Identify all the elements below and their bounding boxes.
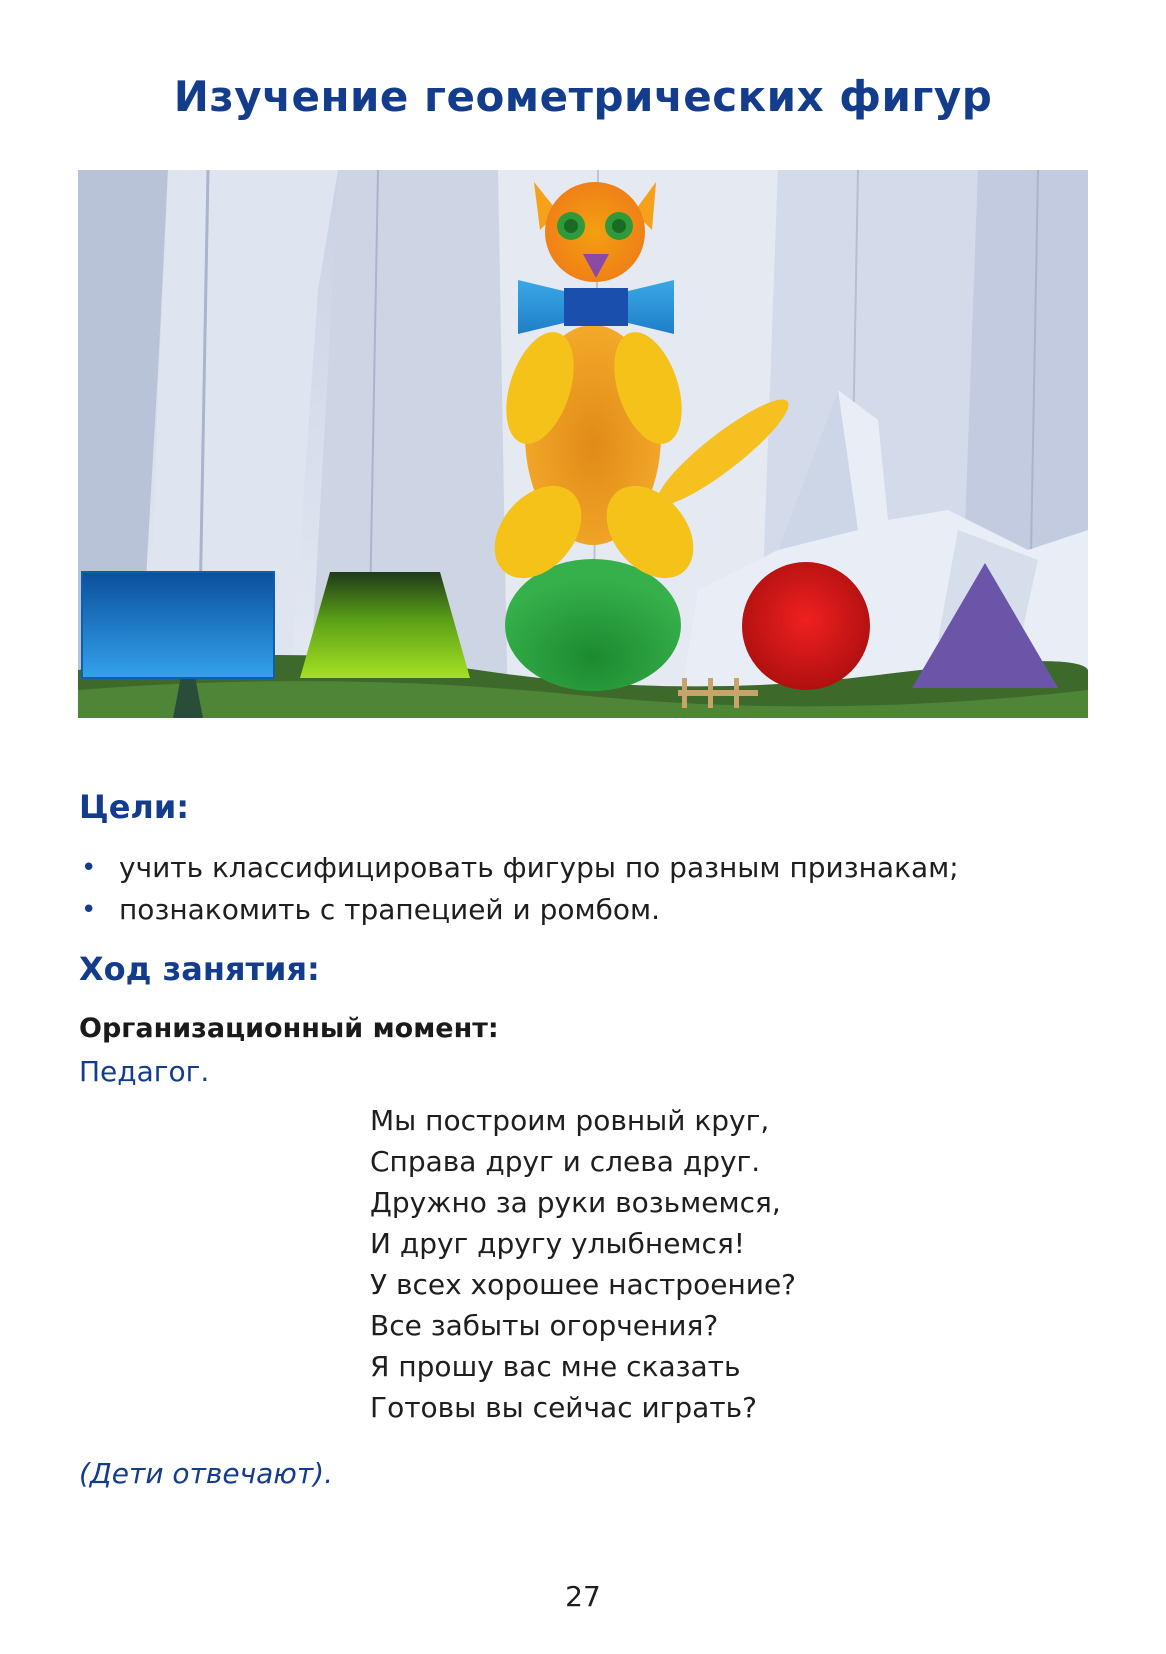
organizational-moment-heading: Организационный момент: xyxy=(79,1013,499,1044)
lesson-heading: Ход занятия: xyxy=(79,950,320,988)
bullet-icon: • xyxy=(81,895,97,925)
list-item: • учить классифицировать фигуры по разным признакам; xyxy=(79,847,1079,889)
poem-line: Мы построим ровный круг, xyxy=(370,1104,770,1137)
trapezoid-shape xyxy=(300,572,470,678)
poem xyxy=(370,1100,796,1428)
poem-line: И друг другу улыбнемся! xyxy=(370,1227,746,1260)
poem-line: Я прошу вас мне сказать xyxy=(370,1350,741,1383)
rectangle-shape xyxy=(82,572,274,678)
poem-line: Готовы вы сейчас играть? xyxy=(370,1391,757,1424)
speaker-label: Педагог. xyxy=(79,1055,210,1088)
goals-heading: Цели: xyxy=(79,788,190,826)
goals-list xyxy=(79,847,1079,931)
page-number: 27 xyxy=(565,1580,601,1613)
poem-line: Все забыты огорчения? xyxy=(370,1309,719,1342)
poem-line: Справа друг и слева друг. xyxy=(370,1145,761,1178)
geometric-shapes-cat-illustration xyxy=(78,170,1088,718)
circle-shape xyxy=(742,562,870,690)
children-answer: (Дети отвечают). xyxy=(79,1457,334,1490)
bullet-icon: • xyxy=(81,853,97,883)
list-item: • познакомить с трапецией и ромбом. xyxy=(79,889,1079,931)
poem-line: У всех хорошее настроение? xyxy=(370,1268,797,1301)
oval-shape xyxy=(505,559,681,691)
poem-line: Дружно за руки возьмемся, xyxy=(370,1186,781,1219)
page-title: Изучение геометрических фигур xyxy=(173,72,993,121)
